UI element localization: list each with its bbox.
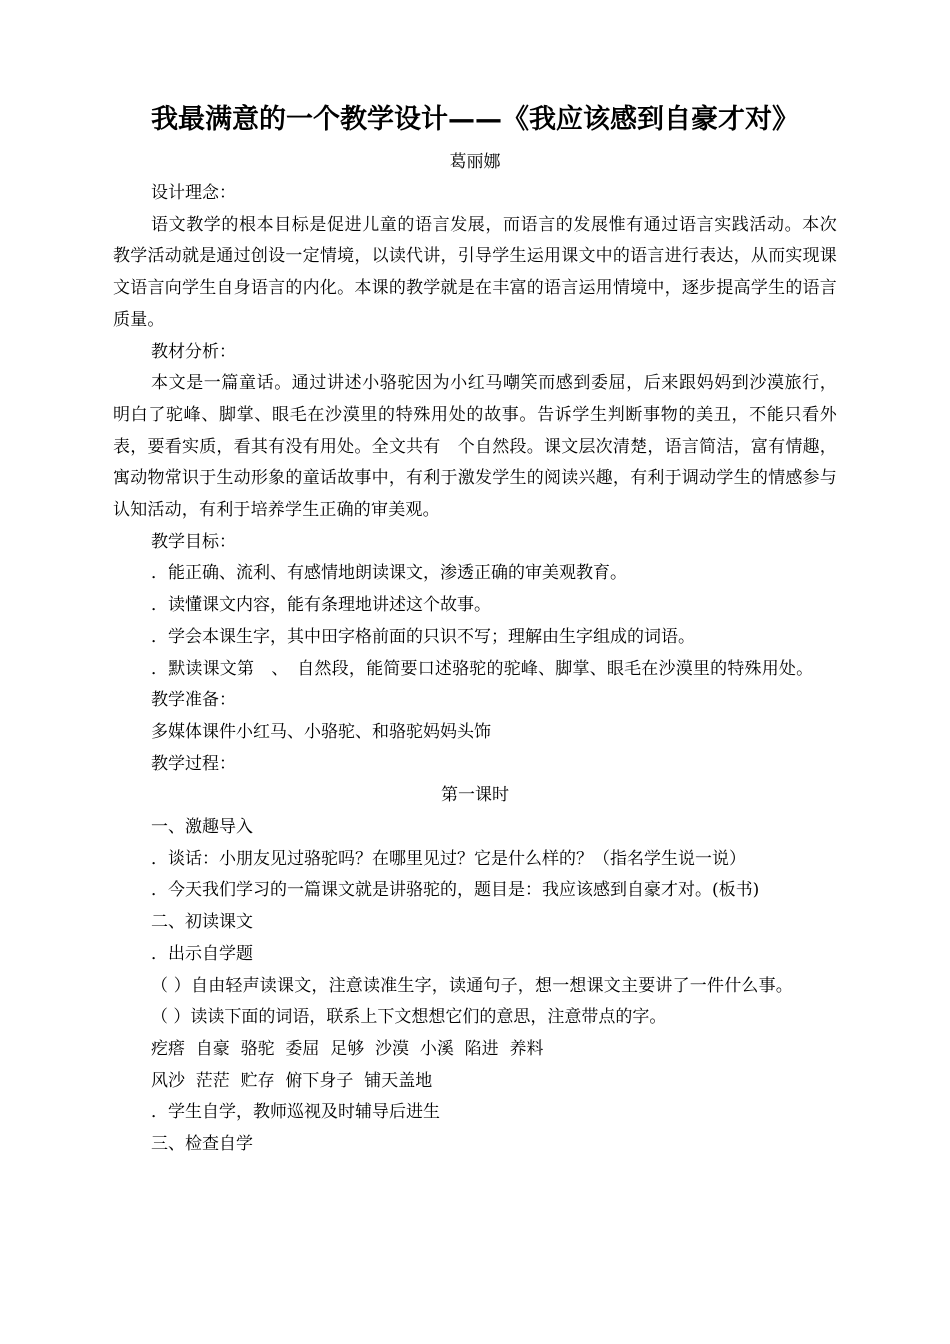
concept-paragraph: 语文教学的根本目标是促进儿童的语言发展，而语言的发展惟有通过语言实践活动。本次教学活动就是通过创设一定情境，以读代讲，引导学生运用课文中的语言进行表达，从而实现课文语言向学生自身语言的内化。本课的教学就是在丰富的语言运用情境中，逐步提高学生的语言质量。: [113, 214, 837, 330]
goal-item-1: ．能正确、流利、有感情地朗读课文，渗透正确的审美观教育。: [151, 563, 627, 584]
concept-heading: 设计理念：: [151, 183, 236, 203]
part1-item-2: ．今天我们学习的一篇课文就是讲骆驼的，题目是：我应该感到自豪才对。(板书): [151, 880, 760, 901]
part2-sub-1: （ ）自由轻声读课文，注意读准生字，读通句子，想一想课文主要讲了一件什么事。: [151, 975, 794, 996]
process-heading: 教学过程：: [151, 753, 236, 774]
part2-sub-2: （ ）读读下面的词语，联系上下文想想它们的意思，注意带点的字。: [151, 1007, 667, 1028]
part2-heading: 二、初读课文: [151, 912, 253, 933]
words-row-2: 风沙 茫茫 贮存 俯下身子 铺天盖地: [151, 1070, 433, 1091]
author-name: 葛丽娜: [449, 152, 501, 172]
goal-item-2: ．读懂课文内容，能有条理地讲述这个故事。: [151, 595, 491, 616]
part2-item-2: ．学生自学，教师巡视及时辅导后进生: [151, 1102, 440, 1123]
document-page: [113, 96, 837, 1161]
part2-item-1: ．出示自学题: [151, 943, 253, 964]
part3-heading: 三、检查自学: [151, 1134, 253, 1155]
prep-heading: 教学准备：: [151, 690, 236, 711]
analysis-heading: 教材分析：: [151, 341, 236, 362]
goal-item-3: ．学会本课生字，其中田字格前面的只识不写；理解由生字组成的词语。: [151, 626, 695, 647]
analysis-paragraph: 本文是一篇童话。通过讲述小骆驼因为小红马嘲笑而感到委屈，后来跟妈妈到沙漠旅行，明白了驼峰、脚掌、眼毛在沙漠里的特殊用处的故事。告诉学生判断事物的美丑，不能只看外表，要看实质，看其有没有用处。全文共有 个自然段。课文层次清楚，语言简洁，富有情趣，寓动物常识于生动形象的童话故事中，有利于激发学生的阅读兴趣，有利于调动学生的情感参与认知活动，有利于培养学生正确的审美观。: [113, 373, 837, 521]
lesson-heading: 第一课时: [441, 785, 509, 806]
goal-item-4: ．默读课文第 、 自然段，能简要口述骆驼的驼峰、脚掌、眼毛在沙漠里的特殊用处。: [151, 658, 814, 679]
goals-heading: 教学目标：: [151, 531, 236, 552]
prep-text: 多媒体课件小红马、小骆驼、和骆驼妈妈头饰: [151, 721, 491, 742]
part1-item-1: ．谈话：小朋友见过骆驼吗？在哪里见过？它是什么样的？（指名学生说一说）: [151, 848, 746, 869]
document-title: 我最满意的一个教学设计——《我应该感到自豪才对》: [151, 104, 799, 135]
part1-heading: 一、激趣导入: [151, 817, 253, 838]
words-row-1: 疙瘩 自豪 骆驼 委屈 足够 沙漠 小溪 陷进 养料: [151, 1038, 544, 1059]
